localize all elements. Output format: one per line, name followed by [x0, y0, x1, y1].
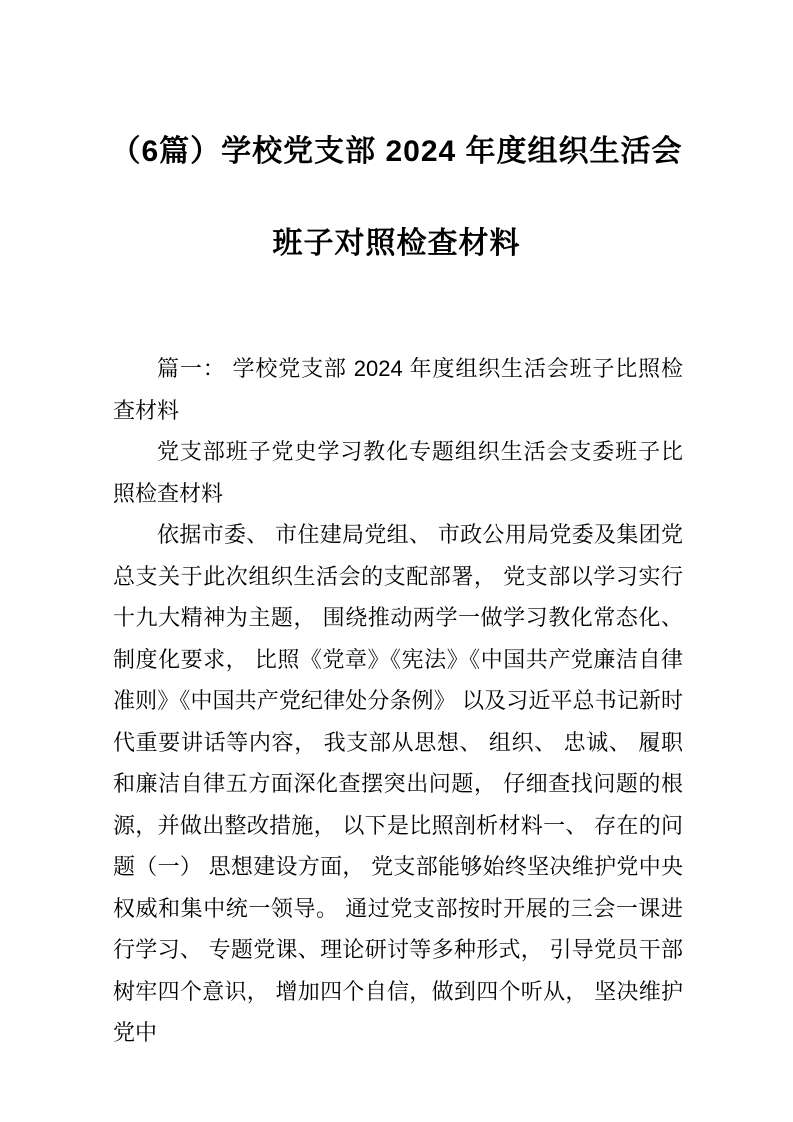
- paragraph-main-text: 依据市委、 市住建局党组、 市政公用局党委及集团党总支关于此次组织生活会的支配部署， 党支部以学习实行十九大精神为主题， 围绕推动两学一做学习教化常态化、 制度化要求， 比照《党章》《宪法》《中国共产党廉洁自律准则》《中国共产党纪律处分条例》 以及习近平总书记新时代重要讲话等内容， 我支部从思想、 组织、 忠诚、 履职和廉洁自律五方面深化查摆突出问题， 仔细查找问题的根源，并做出整改措施， 以下是比照剖析材料一、 存在的问题（一） 思想建设方面， 党支部能够始终坚决维护党中央权威和集中统一领导。 通过党支部按时开展的三会一课进行学习、 专题党课、理论研讨等多种形式， 引导党员干部树牢四个意识， 增加四个自信，做到四个听从， 坚决维护党中: [113, 522, 683, 1045]
- document-title-line-2: 班子对照检查材料: [272, 227, 521, 260]
- document-title: [60, 106, 733, 290]
- document-body: [113, 348, 683, 1054]
- paragraph-subheading: 党支部班子党史学习教化专题组织生活会支委班子比照检查材料: [113, 439, 683, 506]
- document-title-line-1: （6篇）学校党支部 2024 年度组织生活会: [110, 135, 683, 168]
- paragraph-heading-pian-yi: 篇一： 学校党支部 2024 年度组织生活会班子比照检查材料: [113, 356, 683, 423]
